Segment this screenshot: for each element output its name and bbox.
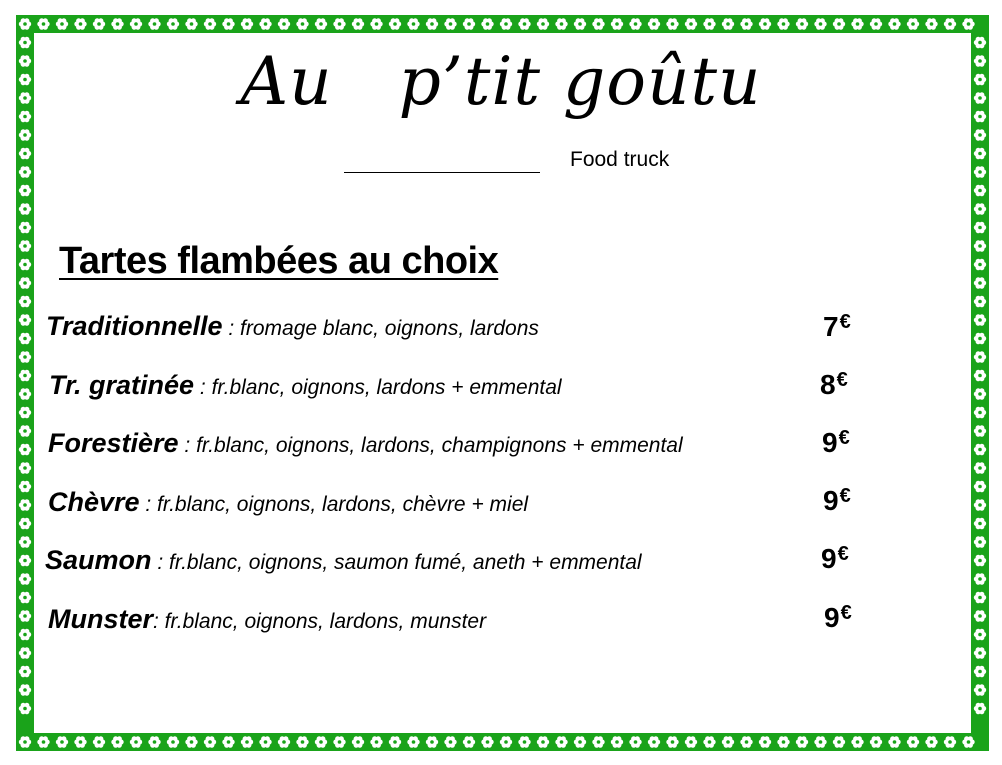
menu-item	[49, 370, 562, 401]
price-value: 7	[823, 311, 839, 342]
menu-item-price	[820, 369, 848, 401]
menu-item-description: : fr.blanc, oignons, lardons, champignons + emmental	[178, 434, 683, 457]
menu-item	[48, 487, 528, 518]
menu-item-name: Munster	[48, 604, 154, 634]
section-heading: Tartes flambées au choix	[59, 240, 499, 282]
euro-symbol: €	[839, 485, 851, 507]
menu-item-name: Chèvre	[48, 487, 140, 517]
menu-item-description: : fr.blanc, oignons, lardons, chèvre + miel	[139, 493, 529, 516]
food-truck-label: Food truck	[570, 148, 670, 171]
menu-item-name: Tr. gratinée	[49, 370, 195, 400]
euro-symbol: €	[836, 369, 848, 391]
price-value: 8	[820, 369, 836, 400]
menu-item	[48, 604, 486, 635]
menu-item-price	[823, 485, 851, 517]
menu-item-price	[823, 311, 851, 343]
euro-symbol: €	[838, 427, 850, 449]
blank-underline	[344, 148, 540, 173]
price-value: 9	[824, 602, 840, 633]
menu-item-name: Forestière	[48, 428, 179, 458]
menu-item-description: : fromage blanc, oignons, lardons	[222, 317, 539, 340]
menu-item-price	[824, 602, 852, 634]
menu-item	[48, 428, 683, 459]
menu-item	[46, 311, 539, 342]
menu-item-name: Traditionnelle	[46, 311, 223, 341]
euro-symbol: €	[837, 543, 849, 565]
menu-item-price	[821, 543, 849, 575]
menu-item	[45, 545, 642, 576]
menu-item-description: : fr.blanc, oignons, lardons, munster	[153, 610, 487, 633]
subtitle-row	[344, 146, 669, 173]
price-value: 9	[822, 427, 838, 458]
euro-symbol: €	[839, 311, 851, 333]
euro-symbol: €	[840, 602, 852, 624]
menu-item-price	[822, 427, 850, 459]
menu-item-description: : fr.blanc, oignons, saumon fumé, aneth + emmental	[151, 551, 642, 574]
menu-item-name: Saumon	[45, 545, 152, 575]
restaurant-title: Au p’tit goûtu	[240, 43, 762, 120]
menu-item-description: : fr.blanc, oignons, lardons + emmental	[194, 376, 562, 399]
price-value: 9	[821, 543, 837, 574]
price-value: 9	[823, 485, 839, 516]
